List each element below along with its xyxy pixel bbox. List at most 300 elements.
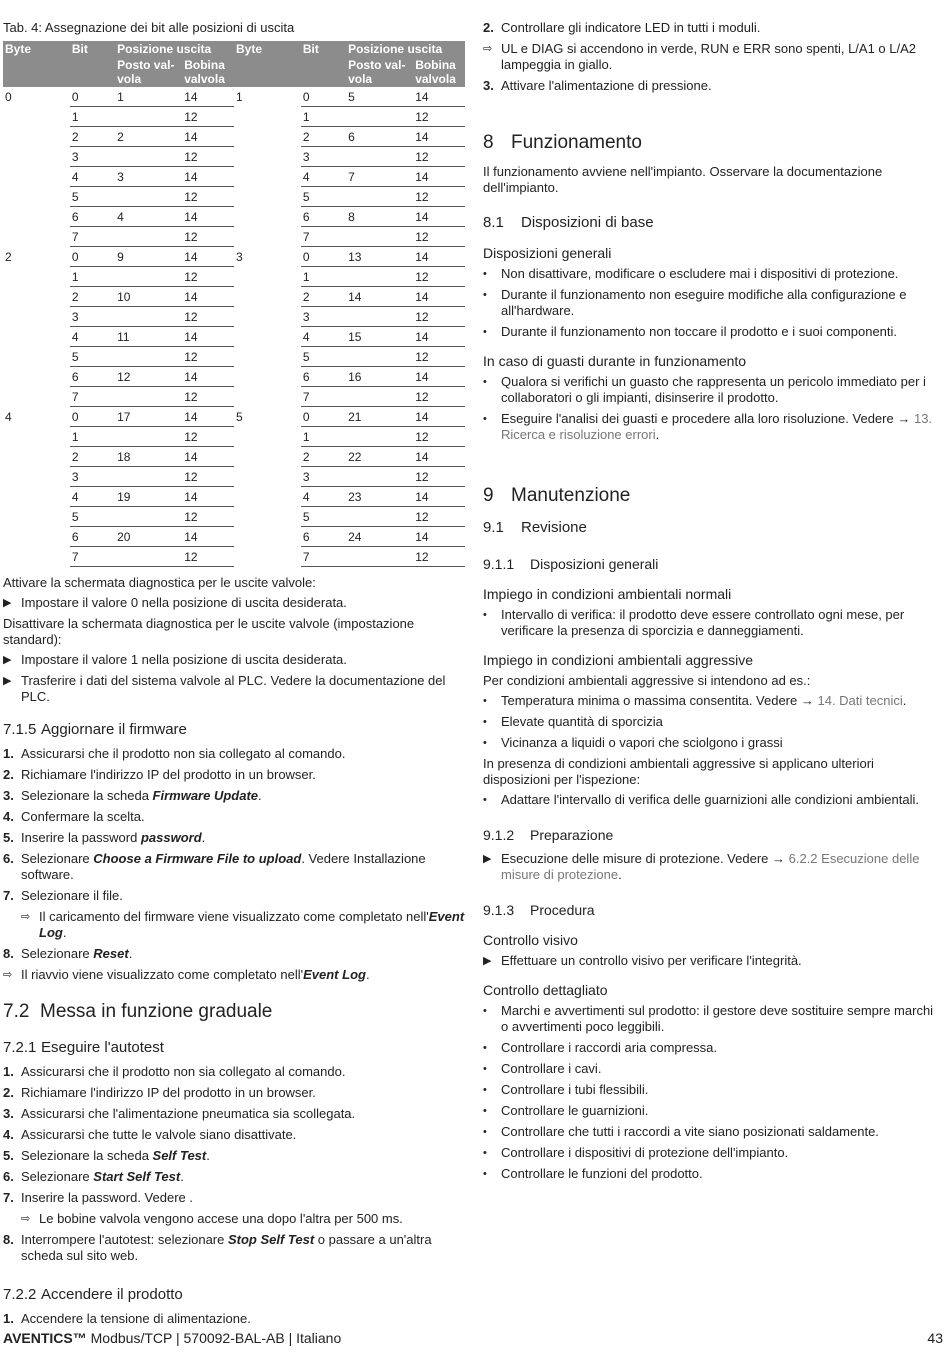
th-posizione-1: Posizione uscita [115,41,234,57]
bullet-text: Controllare le guarnizioni. [501,1103,649,1118]
cell-valve-slot [346,307,413,327]
bullet-text: Vicinanza a liquidi o vapori che sciolgono i grassi [501,735,783,750]
th-bobina-1: Bobina valvola [182,57,234,87]
arrow-glyph: → [800,693,818,708]
cell-bit: 4 [301,487,346,507]
cell-coil: 14 [182,447,234,467]
cell-coil: 12 [413,267,465,287]
step-marker: 1. [3,746,14,761]
page-footer [3,1330,943,1346]
section-7-2-heading [3,1001,465,1023]
section-number: 7.1.5 [3,721,37,738]
step-text: Selezionare il file. [21,888,123,903]
ui-term: Stop Self Test [227,1232,315,1247]
cell-coil: 12 [413,107,465,127]
cell-coil: 14 [413,207,465,227]
cell-valve-slot [115,547,182,567]
step-marker: 6. [3,1169,14,1184]
cell-valve-slot [346,387,413,407]
step-text: Assicurarsi che l'alimentazione pneumatica sia scollegata. [21,1106,356,1121]
step-marker: 7. [3,1190,14,1205]
cell-byte [234,207,301,227]
cross-reference-link[interactable]: 13. Ricerca e risoluzione errori [501,411,933,442]
table-row [3,387,465,407]
cell-byte [234,467,301,487]
bullet-text: Controllare i raccordi aria compressa. [501,1040,718,1055]
bullet-item [483,1166,943,1182]
table-row [3,127,465,147]
ui-term: password [140,830,202,845]
cell-coil: 12 [182,147,234,167]
paragraph: In presenza di condizioni ambientali aggressive si applicano ulteriori disposizioni per l'ispezione: [483,756,874,787]
result-item [3,967,465,983]
table-row [3,527,465,547]
bullet-marker: • [483,1084,487,1096]
bullet-marker: • [483,1168,487,1180]
cell-bit: 2 [70,287,115,307]
step-marker: 7. [3,888,14,903]
step-text: Attivare l'alimentazione di pressione. [501,78,712,93]
cell-valve-slot: 7 [346,167,413,187]
cross-reference-link[interactable]: 14. Dati tecnici [817,693,903,708]
step-text: Selezionare [21,1169,94,1184]
result-marker: ⇨ [3,969,13,981]
cell-byte [234,127,301,147]
result-marker: ⇨ [21,1213,31,1225]
cell-byte: 3 [235,249,243,264]
cell-coil: 14 [182,247,234,267]
cell-bit: 6 [301,367,346,387]
step-marker: 1. [3,1064,14,1079]
cell-byte [234,227,301,247]
table-caption: Tab. 4: Assegnazione dei bit alle posizioni di uscita [3,20,295,35]
bullet-marker: • [483,1126,487,1138]
step-text: Richiamare l'indirizzo IP del prodotto in un browser. [21,767,316,782]
subheading: Controllo visivo [483,932,578,948]
section-number: 9.1.3 [483,902,515,918]
ui-term: Event Log [303,967,366,982]
cell-valve-slot [346,507,413,527]
result-item [3,909,465,941]
cell-bit: 1 [70,427,115,447]
table-row [3,487,465,507]
cell-byte [234,527,301,547]
step-item [3,830,465,846]
cell-byte [234,327,301,347]
step-marker: 5. [3,830,14,845]
cell-valve-slot [115,187,182,207]
cell-bit: 1 [70,107,115,127]
section-number: 9.1.1 [483,556,515,572]
right-column [483,20,943,1187]
bullet-marker: • [483,1105,487,1117]
th-bit-1: Bit [70,41,115,57]
cell-coil: 14 [182,487,234,507]
step-text: Selezionare [21,851,94,866]
section-number: 8.1 [483,214,504,231]
th-posizione-2: Posizione uscita [346,41,465,57]
cell-byte [234,367,301,387]
bullet-item [483,693,943,709]
cell-byte [3,187,70,207]
cell-bit: 4 [70,487,115,507]
bullet-text: Non disattivare, modificare o escludere mai i dispositivi di protezione. [501,266,899,281]
step-marker: 4. [3,809,14,824]
result-text: UL e DIAG si accendono in verde, RUN e ERR sono spenti, L/A1 o L/A2 lampeggia in giallo. [501,41,917,72]
step-item [3,1106,465,1122]
footer-doc-info: Modbus/TCP | 570092-BAL-AB | Italiano [86,1330,342,1346]
cell-coil: 14 [413,327,465,347]
cell-bit: 5 [301,507,346,527]
cell-coil: 14 [182,527,234,547]
th-byte-2: Byte [234,41,301,57]
action-text: . [618,867,622,882]
step-text: Richiamare l'indirizzo IP del prodotto in un browser. [21,1085,316,1100]
cell-coil: 14 [182,167,234,187]
cell-valve-slot: 23 [346,487,413,507]
cell-coil: 14 [413,407,465,427]
subheading: Impiego in condizioni ambientali aggressive [483,652,754,668]
cell-valve-slot: 24 [346,527,413,547]
step-text: Controllare gli indicatore LED in tutti i moduli. [501,20,761,35]
step-item [3,888,465,904]
cell-coil: 14 [413,127,465,147]
cell-bit: 1 [301,427,346,447]
step-marker: 4. [3,1127,14,1142]
bullet-item [483,735,943,751]
cell-bit: 3 [301,147,346,167]
bullet-marker: • [483,1063,487,1075]
step-item [3,1127,465,1143]
section-7-2-2-heading [3,1286,465,1304]
cell-byte [3,507,70,527]
cell-byte [3,287,70,307]
cell-bit: 5 [70,507,115,527]
bullet-text: Eseguire l'analisi dei guasti e procedere alla loro risoluzione. Vedere [501,411,898,426]
section-9-1-2-heading [483,826,943,844]
cell-byte [234,427,301,447]
cell-coil: 12 [182,427,234,447]
cell-byte [3,227,70,247]
cell-bit: 6 [70,367,115,387]
cell-bit: 6 [301,207,346,227]
cell-bit: 5 [301,187,346,207]
table-row [3,367,465,387]
cell-bit: 2 [70,447,115,467]
section-number: 7.2.2 [3,1286,37,1303]
bullet-item [483,607,943,639]
bullet-item [483,411,943,443]
table-row [3,547,465,567]
section-7-2-1-heading [3,1039,465,1057]
cell-valve-slot [346,107,413,127]
cell-coil: 14 [413,447,465,467]
result-item [483,41,943,73]
cell-byte [234,547,301,567]
step-item [483,20,943,36]
cell-bit: 4 [301,167,346,187]
step-marker: 2. [483,20,494,35]
cell-bit: 7 [301,227,346,247]
cell-valve-slot [115,307,182,327]
table-row [3,247,465,267]
bullet-text: . [902,693,907,708]
step-marker: 8. [3,1232,14,1247]
cell-bit: 1 [301,267,346,287]
cell-bit: 7 [301,387,346,407]
action-marker: ▶ [3,654,12,666]
action-text: Esecuzione delle misure di protezione. Vedere [501,851,772,866]
cell-bit: 6 [70,527,115,547]
section-title: Preparazione [530,827,614,843]
cell-bit: 3 [301,467,346,487]
cell-bit: 5 [70,347,115,367]
cell-bit: 0 [70,87,115,107]
cell-byte [3,167,70,187]
result-item [3,1211,465,1227]
arrow-glyph: → [897,411,914,426]
cell-coil: 14 [413,367,465,387]
bullet-item [483,1003,943,1035]
cell-byte [234,267,301,287]
cell-bit: 2 [301,127,346,147]
section-number: 9.1.2 [483,827,515,843]
cell-coil: 12 [413,147,465,167]
cell-bit: 7 [70,547,115,567]
bullet-item [483,792,943,808]
cell-valve-slot: 22 [346,447,413,467]
bullet-item [483,1082,943,1098]
cell-coil: 14 [182,407,234,427]
cell-valve-slot: 20 [115,527,182,547]
th-empty [70,57,115,87]
step-marker: 1. [3,1311,14,1326]
cell-coil: 12 [413,387,465,407]
bit-assignment-table [3,41,465,567]
bullet-marker: • [483,794,487,806]
cell-byte: 2 [5,249,12,264]
section-number: 8 [483,132,494,153]
step-text: Assicurarsi che il prodotto non sia collegato al comando. [21,1064,346,1079]
th-empty [234,57,301,87]
cell-bit: 6 [70,207,115,227]
th-bit-2: Bit [301,41,346,57]
cell-byte [234,167,301,187]
cell-bit: 3 [70,307,115,327]
bullet-text: Controllare i tubi flessibili. [501,1082,649,1097]
table-row [3,107,465,127]
cell-valve-slot [346,147,413,167]
cell-valve-slot [115,267,182,287]
ui-term: Reset [93,946,129,961]
section-number: 9.1 [483,519,504,536]
cell-bit: 2 [301,447,346,467]
bullet-text: Controllare i cavi. [501,1061,602,1076]
table-row [3,447,465,467]
ui-term: Event Log [39,909,465,940]
action-item [483,851,943,883]
bullet-text: Qualora si verifichi un guasto che rappresenta un pericolo immediato per i collaboratori o gli impianti, disinserire il prodotto. [501,374,926,405]
bullet-item [483,714,943,730]
cell-coil: 12 [413,227,465,247]
result-marker: ⇨ [483,43,493,55]
step-text: Inserire la password [21,830,141,845]
result-text: Il riavvio viene visualizzato come completato nell' [21,967,304,982]
cell-valve-slot: 5 [346,87,413,107]
step-item [3,1148,465,1164]
bullet-text: Controllare i dispositivi di protezione dell'impianto. [501,1145,789,1160]
cell-coil: 14 [413,487,465,507]
arrow-glyph: → [772,851,789,866]
cell-coil: 12 [413,427,465,447]
step-text: . [128,946,133,961]
bullet-text: Durante il funzionamento non toccare il prodotto e i suoi componenti. [501,324,898,339]
cell-bit: 4 [70,167,115,187]
cell-coil: 14 [413,167,465,187]
bullet-marker: • [483,716,487,728]
section-number: 9 [483,485,494,506]
cell-bit: 1 [301,107,346,127]
cell-valve-slot: 21 [346,407,413,427]
cell-bit: 0 [301,407,346,427]
cell-bit: 3 [301,307,346,327]
action-item [483,953,943,969]
cell-valve-slot [115,427,182,447]
cell-byte [3,347,70,367]
result-text: . [62,925,67,940]
cell-byte [3,427,70,447]
cell-valve-slot: 14 [346,287,413,307]
cell-bit: 4 [70,327,115,347]
step-marker: 2. [3,1085,14,1100]
cell-valve-slot [115,107,182,127]
cell-byte [3,387,70,407]
step-text: Inserire la password. Vedere . [21,1190,193,1205]
table-row [3,267,465,287]
cell-byte [3,147,70,167]
section-title: Disposizioni di base [521,214,654,231]
cell-valve-slot: 10 [115,287,182,307]
cell-valve-slot: 17 [115,407,182,427]
cell-coil: 14 [413,247,465,267]
step-item [3,1232,465,1264]
cell-coil: 14 [413,87,465,107]
cell-byte [234,507,301,527]
cell-coil: 14 [182,367,234,387]
cell-bit: 0 [70,247,115,267]
step-marker: 3. [3,788,14,803]
cell-valve-slot [346,227,413,247]
cell-valve-slot [115,507,182,527]
cell-byte: 1 [235,90,243,104]
bullet-item [483,1040,943,1056]
step-text: Interrompere l'autotest: selezionare [21,1232,228,1247]
step-text: Selezionare la scheda [21,788,153,803]
cell-valve-slot [346,187,413,207]
cell-byte [3,367,70,387]
table-row [3,207,465,227]
cell-coil: 12 [182,107,234,127]
step-item [3,851,465,883]
cell-bit: 2 [70,127,115,147]
action-text: Trasferire i dati del sistema valvole al PLC. Vedere la documentazione del PLC. [21,673,446,704]
table-row [3,187,465,207]
section-title: Disposizioni generali [530,556,659,572]
step-item [3,1085,465,1101]
footer-brand: AVENTICS™ [3,1330,87,1346]
step-marker: 3. [3,1106,14,1121]
cell-byte [3,107,70,127]
cross-reference-link[interactable]: 6.2.2 Esecuzione delle misure di protezione [501,851,920,882]
cell-valve-slot [346,427,413,447]
cell-bit: 3 [70,467,115,487]
cell-bit: 7 [70,387,115,407]
cell-byte [3,447,70,467]
bullet-item [483,266,943,282]
cell-byte [234,387,301,407]
th-bobina-2: Bobina valvola [413,57,465,87]
cell-valve-slot: 1 [115,87,182,107]
cell-byte [234,107,301,127]
step-item [3,767,465,783]
action-marker: ▶ [483,955,492,967]
cell-valve-slot [115,347,182,367]
cell-coil: 12 [182,267,234,287]
section-number: 7.2 [3,1001,30,1022]
table-row [3,227,465,247]
step-text: . [258,788,262,803]
cell-byte [234,187,301,207]
cell-byte [234,347,301,367]
bullet-text: Controllare che tutti i raccordi a vite siano posizionati saldamente. [501,1124,879,1139]
cell-coil: 14 [413,287,465,307]
bullet-marker: • [483,695,487,707]
section-9-heading [483,485,943,507]
diag-on-text: Attivare la schermata diagnostica per le uscite valvole: [3,575,316,590]
cell-bit: 7 [301,547,346,567]
cell-bit: 5 [301,347,346,367]
bullet-item [483,287,943,319]
cell-coil: 12 [413,467,465,487]
cell-coil: 12 [182,227,234,247]
cell-valve-slot: 19 [115,487,182,507]
cell-valve-slot: 6 [346,127,413,147]
bullet-item [483,1124,943,1140]
section-9-1-heading [483,519,943,537]
cell-valve-slot: 16 [346,367,413,387]
cell-valve-slot [346,467,413,487]
cell-byte: 4 [5,409,12,424]
th-empty [3,57,70,87]
cell-coil: 12 [182,347,234,367]
cell-byte [3,307,70,327]
cell-bit: 4 [301,327,346,347]
ui-term: Choose a Firmware File to upload [93,851,302,866]
bullet-text: Elevate quantità di sporcizia [501,714,663,729]
step-item [3,1169,465,1185]
cell-valve-slot: 15 [346,327,413,347]
table-row [3,147,465,167]
cell-valve-slot: 13 [346,247,413,267]
step-item [3,1311,465,1327]
cell-bit: 5 [70,187,115,207]
action-text: Impostare il valore 1 nella posizione di uscita desiderata. [21,652,347,667]
cell-coil: 12 [182,387,234,407]
cell-coil: 12 [182,187,234,207]
section-7-1-5-heading [3,721,465,739]
bullet-marker: • [483,289,487,301]
bit-table-body [3,87,465,567]
